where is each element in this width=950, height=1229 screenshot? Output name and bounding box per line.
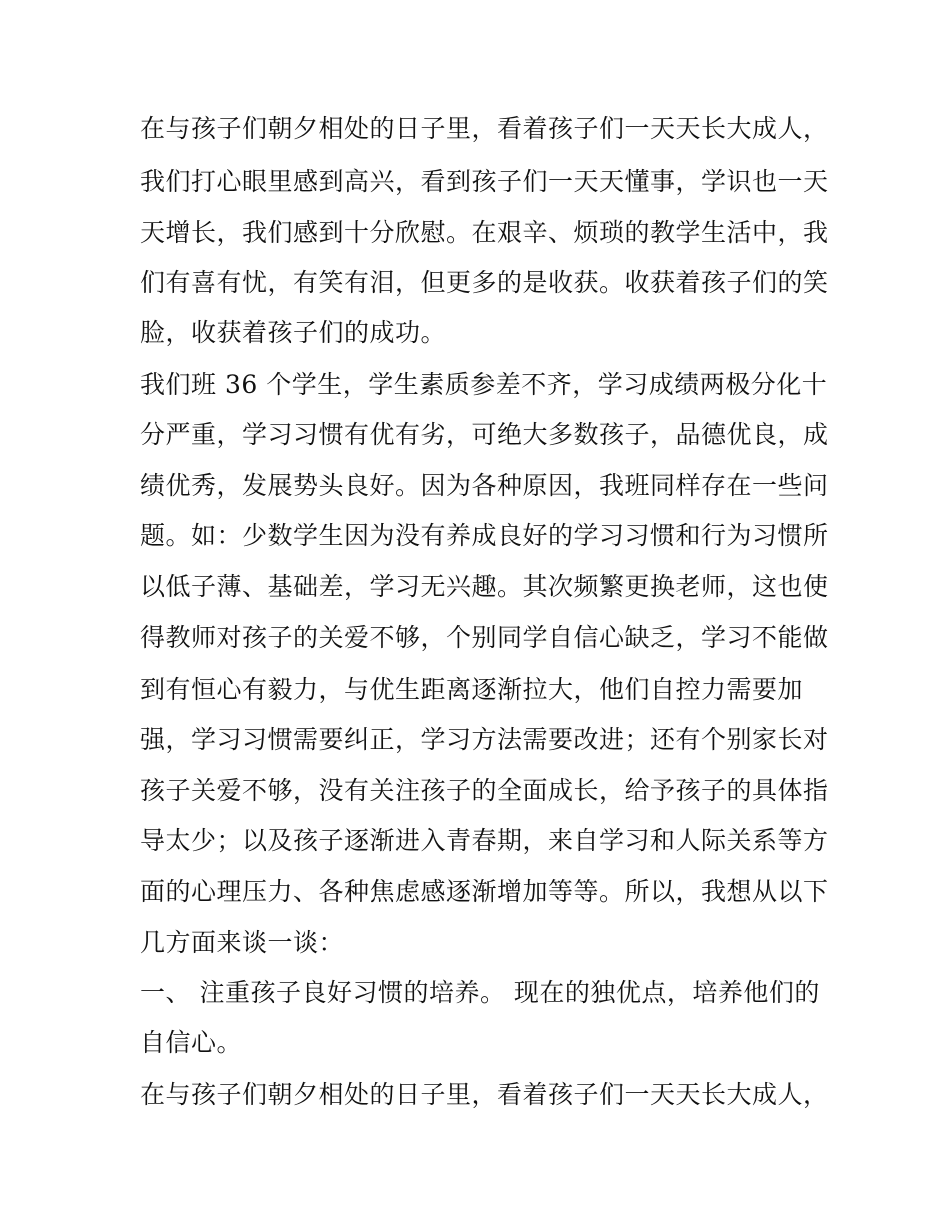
text-line: 们有喜有忧，有笑有泪，但更多的是收获。收获着孩子们的笑: [140, 268, 829, 297]
text-line: 我们打心眼里感到高兴，看到孩子们一天天懂事，学识也一天: [140, 167, 829, 196]
text-line: 一、 注重孩子良好习惯的培养。 现在的独优点，培养他们的: [140, 978, 820, 1007]
text-line: 题。如：少数学生因为没有养成良好的学习习惯和行为习惯所: [140, 521, 829, 550]
text-line: 以低子薄、基础差，学习无兴趣。其次频繁更换老师，这也使: [140, 572, 829, 601]
text-line: 在与孩子们朝夕相处的日子里，看着孩子们一天天长大成人，: [140, 1080, 829, 1109]
text-line: 绩优秀，发展势头良好。因为各种原因，我班同样存在一些问: [140, 471, 829, 500]
text-line: 得教师对孩子的关爱不够，个别同学自信心缺乏，学习不能做: [140, 623, 829, 652]
text-line: 自信心。: [140, 1028, 243, 1057]
text-line: 脸，收获着孩子们的成功。: [140, 318, 447, 347]
text-line: 分严重，学习习惯有优有劣，可绝大多数孩子，品德优良，成: [140, 420, 829, 449]
text-line: 面的心理压力、各种焦虑感逐渐增加等等。所以，我想从以下: [140, 877, 829, 906]
text-line: 到有恒心有毅力，与优生距离逐渐拉大，他们自控力需要加: [140, 675, 804, 704]
text-line: 在与孩子们朝夕相处的日子里，看着孩子们一天天长大成人，: [140, 114, 829, 143]
text-line: 几方面来谈一谈：: [140, 928, 345, 957]
text-line: 孩子关爱不够，没有关注孩子的全面成长，给予孩子的具体指: [140, 776, 829, 805]
text-line: 导太少；以及孩子逐渐进入青春期，来自学习和人际关系等方: [140, 826, 829, 855]
text-line: 我们班 36 个学生，学生素质参差不齐，学习成绩两极分化十: [140, 370, 828, 399]
text-line: 强，学习习惯需要纠正，学习方法需要改进；还有个别家长对: [140, 725, 829, 754]
text-line: 天增长，我们感到十分欣慰。在艰辛、烦琐的教学生活中，我: [140, 218, 829, 247]
